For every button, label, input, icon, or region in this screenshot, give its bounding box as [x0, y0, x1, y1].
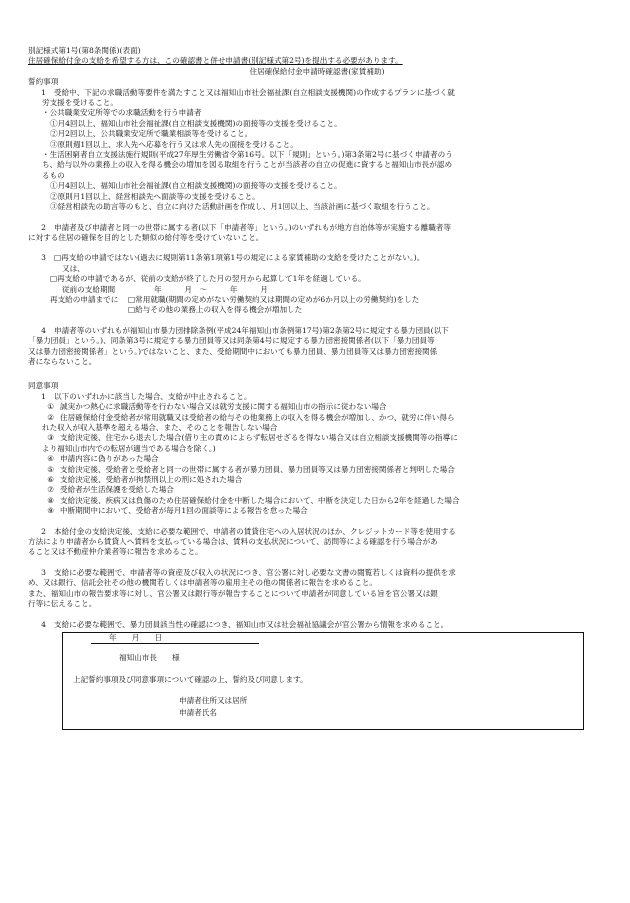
oath-item-2-number: 2 [41, 222, 46, 232]
public-office-heading: ・公共職業安定所等での求職活動を行う申請者 [42, 108, 202, 118]
consent-item-2-number: 2 [41, 526, 46, 536]
case-text: 誠実かつ熱心に求職活動等を行わない場合又は就労支援に関する福知山市の指示に従わない場合 [60, 402, 387, 412]
consent-item-3-line: 行等に伝えること。 [28, 599, 97, 609]
oath-item-1-number: 1 [41, 87, 46, 97]
consent-item-4 [28, 620, 606, 630]
self-employed-line: ・生活困窮者自立支援法施行規則(平成27年厚生労働省令第16号。以下「規則」という。)第3条第2号に基づく申請者のう [42, 150, 453, 160]
consent-item-4-line: 支給に必要な範囲で、暴力団員該当性の確認につき、福知山市又は社会福祉協議会が官公署から情報を求めること。 [54, 619, 449, 629]
prior-period-label: 従前の支給期間 [62, 284, 116, 294]
oath-item-4-line: 又は暴力団密接関係者」という。)ではないこと、また、受給期間中においても暴力団員、暴力団員等又は暴力団密接関係 [28, 346, 438, 356]
case-number: ④ [47, 454, 54, 464]
case-text: 住居確保給付金受給者が常用就職又は受給者の給与その他業務上の収入を得る機会が増加し、かつ、就労に伴い得ら [60, 412, 455, 422]
consent-item-3-line: 支給に必要な範囲で、申請者等の資産及び収入の状況につき、官公署に対し必要な文書の閲覧若しくは資料の提供を求 [54, 567, 456, 577]
case-number: ⑨ [47, 506, 54, 516]
consent-item-4-number: 4 [41, 619, 46, 629]
oath-item-2-line: に対する住居の確保を目的とした類似の給付等を受けていないこと。 [28, 232, 264, 242]
oath-item-1-line: 労支援を受けること。 [42, 98, 118, 108]
case-text: 支給決定後、疾病又は負傷のため住居確保給付金を中断した場合において、中断を決定した日から2年を経過した場合 [60, 495, 460, 505]
self-employed-requirement: ①月4回以上、福知山市社会福祉課(自立相談支援機関)の面接等の支援を受けること。 [50, 181, 342, 191]
agreement-statement: 上記誓約事項及び同意事項について確認の上、誓約及び同意します。 [73, 674, 308, 684]
oath-item-1-line: 受給中、下記の求職活動等要件を満たすこと又は福知山市社会福祉課(自立相談支援機関)の作成するプランに基づく就 [54, 87, 455, 97]
consent-item-3-number: 3 [41, 567, 46, 577]
date-field[interactable]: 年 月 日 [91, 633, 259, 644]
oath-item-2 [28, 223, 606, 244]
document-title: 住居確保給付金申請時確認書(家賃補助) [249, 66, 385, 76]
consent-heading: 同意事項 [28, 381, 59, 391]
case-text: 支給決定後、受給者が拘禁刑以上の刑に処された場合 [60, 475, 243, 485]
consent-item-1-number: 1 [41, 391, 46, 401]
public-office-requirement: ①月4回以上、福知山市社会福祉課(自立相談支援機関)の面接等の支援を受けること。 [50, 118, 342, 128]
self-employed-line: ち、給与以外の業務上の収入を得る機会の増加を図る取組を行うことが当該者の自立の促進に資すると福知山市長が認め [42, 160, 453, 170]
oath-item-3 [28, 253, 606, 315]
oath-heading: 誓約事項 [28, 77, 59, 87]
consent-item-1-intro: 以下のいずれかに該当した場合、支給が中止されること。 [54, 391, 252, 401]
document-page [28, 46, 606, 730]
signature-box [62, 632, 584, 730]
consent-item-3-line: め、又は銀行、信託会社その他の機関若しくは申請者等の雇用主その他の関係者に報告を求めること。 [28, 578, 378, 588]
oath-item-4-line: 者にならないこと。 [28, 356, 97, 366]
applicant-address-field[interactable]: 申請者住所又は居所 [179, 695, 248, 705]
consent-item-2 [28, 527, 606, 558]
case-number: ⑥ [47, 475, 54, 485]
public-office-requirement: ③原則週1回以上、求人先へ応募を行う又は求人先の面接を受けること。 [50, 139, 298, 149]
consent-item-1 [28, 392, 606, 517]
oath-item-1 [28, 88, 606, 213]
case-text: 支給決定後、住宅から退去した場合(借り主の責めによらず転居せざるを得ない場合又は自立相談支援機関等の指導に [60, 433, 458, 443]
not-reapplication-checkbox[interactable]: □再支給の申請ではない(過去に規則第11条第1項第1号の規定による家賃補助の支給を受けたことがない。)。 [54, 253, 425, 263]
addressee: 福知山市長 様 [119, 652, 180, 662]
oath-item-2-line: 申請者及び申請者と同一の世帯に属する者(以下「申請者等」という。)のいずれもが地方自治体等が実施する離職者等 [54, 222, 451, 232]
self-employed-requirement: ③経営相談先の助言等のもと、自立に向けた活動計画を作成し、月1回以上、当該計画に基づく取組を行うこと。 [50, 202, 435, 212]
income-increase-checkbox[interactable]: □給与その他の業務上の収入を得る機会が増加した [128, 305, 303, 315]
consent-item-3 [28, 568, 606, 610]
prior-period-value: 年 月 ～ 年 月 [154, 284, 268, 294]
form-number: 別記様式第1号(第8条関係)(表面) [28, 46, 141, 55]
case-text: 中断期間中において、受給者が毎月1回の面談等による報告を怠った場合 [60, 506, 308, 516]
case-text: 受給者が生活保護を受給した場合 [60, 485, 174, 495]
regular-employment-checkbox[interactable]: □常用就職(期間の定めがない労働契約又は期間の定めが6か月以上の労働契約)をした [128, 294, 420, 304]
consent-item-2-line: ること又は不動産仲介業者等に報告を求めること。 [28, 547, 203, 557]
oath-item-4-line: 申請者等のいずれもが福知山市暴力団排除条例(平成24年福知山市条例第17号)第2条第2号に規定する暴力団員(以下 [54, 325, 449, 335]
self-employed-requirement: ②原則月1回以上、経営相談先へ面談等の支援を受けること。 [50, 191, 260, 201]
reapplication-checkbox[interactable]: □再支給の申請であるが、従前の支給が終了した月の翌月から起算して1年を経過している。 [50, 274, 366, 284]
oath-item-3-number: 3 [41, 253, 46, 263]
submission-notice: 住居確保給付金の支給を希望する方は、この確認書と併せ申請書(別記様式第2号)を提出する必要があります。 [28, 56, 403, 66]
case-text: れた収入が収入基準を超える場合、また、そのことを報告しない場合 [42, 423, 278, 432]
case-number: ① [47, 402, 54, 412]
oath-item-4-number: 4 [41, 325, 46, 335]
oath-item-4 [28, 326, 606, 368]
or-text: 又は、 [62, 263, 85, 273]
case-text: 支給決定後、受給者と受給者と同一の世帯に属する者が暴力団員、暴力団員等又は暴力団密接関係者と判明した場合 [60, 464, 455, 474]
case-number: ⑦ [47, 485, 54, 495]
consent-item-2-line: 方法により申請者から賃貸人へ賃料を支払っている場合は、賃料の支払状況について、訪問等による確認を行う場合があ [28, 537, 438, 547]
case-number: ⑧ [47, 495, 54, 505]
consent-item-2-line: 本給付金の支給決定後、支給に必要な範囲で、申請者の賃貸住宅への入居状況のほか、クレジットカード等を使用する [54, 526, 456, 536]
applicant-name-field[interactable]: 申請者氏名 [179, 707, 217, 717]
case-number: ② [47, 412, 54, 422]
self-employed-line: るもの [42, 170, 65, 180]
oath-item-4-line: 「暴力団員」という。)、同条第3号に規定する暴力団員等又は同条第4号に規定する暴力団密接関係者(以下「暴力団員等 [28, 336, 435, 346]
case-number: ⑤ [47, 464, 54, 474]
public-office-requirement: ②月2回以上、公共職業安定所で職業相談等を受けること。 [50, 129, 253, 139]
consent-item-3-line: また、福知山市の報告要求等に対し、官公署又は銀行等が報告することについて申請者が同意している旨を官公署又は銀 [28, 588, 438, 598]
case-text: 申請内容に偽りがあった場合 [60, 454, 159, 464]
until-reapplication-label: 再支給の申請までに [50, 294, 119, 304]
case-number: ③ [47, 433, 54, 443]
case-text: より福知山市内での転居が適当である場合を除く。) [42, 443, 216, 453]
